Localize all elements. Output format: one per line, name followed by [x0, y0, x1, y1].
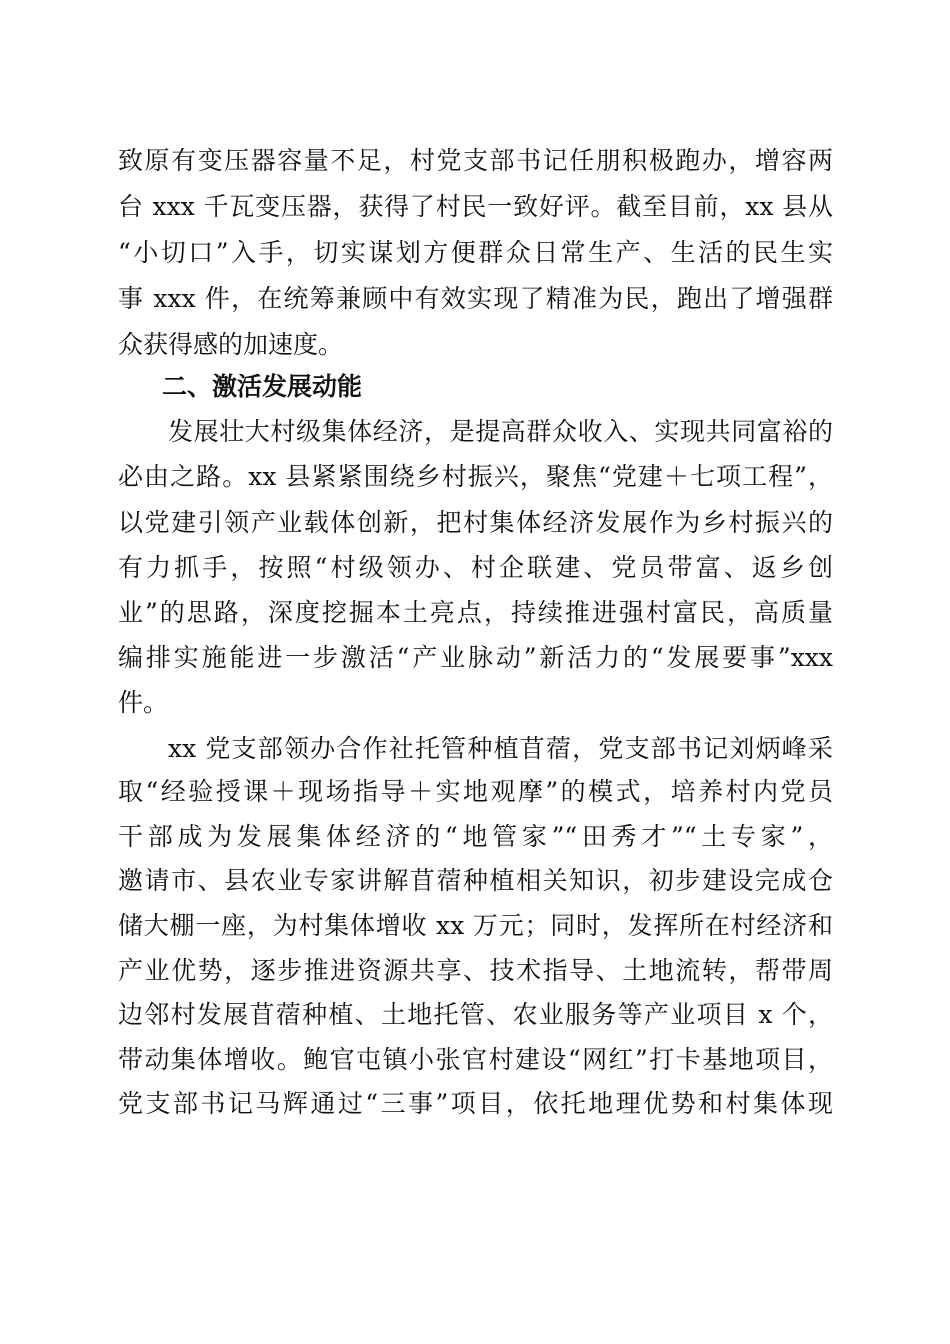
para3-line-9: 党支部书记马辉通过“三事”项目，依托地理优势和村集体现 — [118, 1089, 833, 1118]
para2-line-6: 编排实施能进一步激活“产业脉动”新活力的“发展要事”xxx — [118, 643, 833, 672]
para3-line-3: 干部成为发展集体经济的“地管家”“田秀才”“土专家”， — [118, 822, 833, 851]
para2-line-5: 业”的思路，深度挖掘本土亮点，持续推进强村富民，高质量 — [118, 598, 833, 627]
para3-line-7: 边邻村发展苜蓿种植、土地托管、农业服务等产业项目 x 个， — [118, 1000, 833, 1029]
para1-line-5: 众获得感的加速度。 — [118, 330, 344, 359]
para2-line-4: 有力抓手，按照“村级领办、村企联建、党员带富、返乡创 — [118, 553, 833, 582]
para1-line-1: 致原有变压器容量不足，村党支部书记任朋积极跑办，增容两 — [118, 146, 833, 175]
para3-line-4: 邀请市、县农业专家讲解苜蓿种植相关知识，初步建设完成仓 — [118, 866, 833, 895]
para2-line-1: 发展壮大村级集体经济，是提高群众收入、实现共同富裕的 — [168, 417, 833, 446]
section-heading: 二、激活发展动能 — [162, 372, 363, 401]
para3-line-6: 产业优势，逐步推进资源共享、技术指导、土地流转，帮带周 — [118, 956, 833, 985]
para2-line-7: 件。 — [118, 688, 169, 717]
para3-line-5: 储大棚一座，为村集体增收 xx 万元；同时，发挥所在村经济和 — [118, 911, 833, 940]
para3-line-2: 取“经验授课＋现场指导＋实地观摩”的模式，培养村内党员 — [118, 777, 833, 806]
para1-line-4: 事 xxx 件，在统筹兼顾中有效实现了精准为民，跑出了增强群 — [118, 284, 833, 313]
para3-line-8: 带动集体增收。鲍官屯镇小张官村建设“网红”打卡基地项目， — [118, 1045, 833, 1074]
para1-line-2: 台 xxx 千瓦变压器，获得了村民一致好评。截至目前，xx 县从 — [118, 192, 833, 221]
para3-line-1: xx 党支部领办合作社托管种植苜蓿，党支部书记刘炳峰采 — [168, 734, 833, 763]
para2-line-3: 以党建引领产业载体创新，把村集体经济发展作为乡村振兴的 — [118, 508, 833, 537]
para1-line-3: “小切口”入手，切实谋划方便群众日常生产、生活的民生实 — [118, 238, 833, 267]
para2-line-2: 必由之路。xx 县紧紧围绕乡村振兴，聚焦“党建＋七项工程”， — [118, 462, 833, 491]
